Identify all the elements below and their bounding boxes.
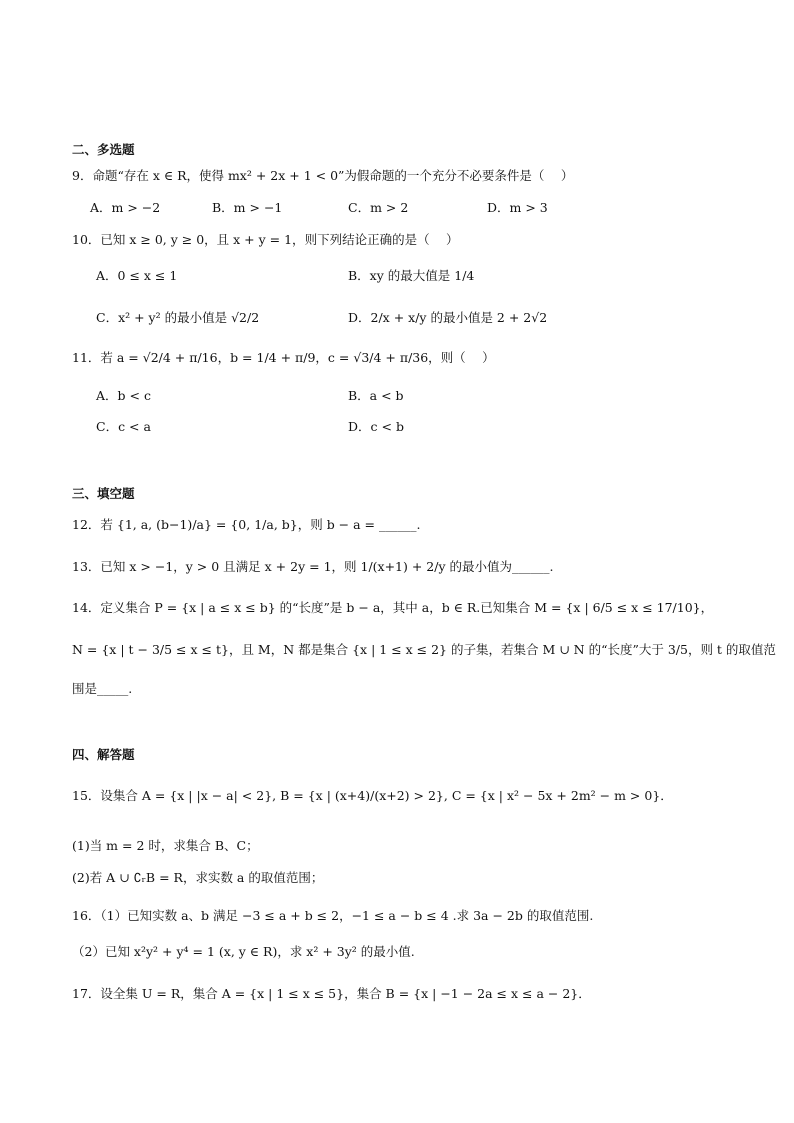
question-10-stem: 10．已知 x ≥ 0, y ≥ 0，且 x + y = 1，则下列结论正确的是（ ）	[72, 232, 459, 247]
question-14-line-3: 围是_____.	[72, 681, 133, 696]
section-heading-multi-choice: 二、多选题	[72, 142, 135, 157]
question-15-part-2: (2)若 A ∪ ∁ᵣB = R，求实数 a 的取值范围；	[72, 870, 324, 885]
question-15-part-1: (1)当 m = 2 时，求集合 B、C；	[72, 838, 259, 853]
question-15-stem: 15．设集合 A = {x | |x − a| < 2}, B = {x | (x+4)/(x+2) > 2}, C = {x | x² − 5x + 2m² − m > 0}．	[72, 788, 673, 803]
question-9-option-d: D．m > 3	[487, 200, 548, 215]
section-heading-fill-blank: 三、填空题	[72, 486, 135, 501]
question-11-option-c: C．c < a	[96, 419, 151, 434]
question-9-option-b: B．m > −1	[212, 200, 283, 215]
question-14-line-1: 14．定义集合 P = {x | a ≤ x ≤ b} 的“长度”是 b − a，其中 a，b ∈ R.已知集合 M = {x | 6/5 ≤ x ≤ 17/10}，	[72, 600, 714, 615]
question-11-option-b: B．a < b	[348, 388, 404, 403]
question-17: 17．设全集 U = R，集合 A = {x | 1 ≤ x ≤ 5}，集合 B = {x | −1 − 2a ≤ x ≤ a − 2}．	[72, 986, 591, 1001]
question-11-stem: 11．若 a = √2/4 + π/16，b = 1/4 + π/9，c = √3/4 + π/36，则（ ）	[72, 350, 495, 365]
question-10-option-a: A．0 ≤ x ≤ 1	[96, 268, 178, 283]
question-10-option-b: B．xy 的最大值是 1/4	[348, 268, 475, 283]
question-9-option-c: C．m > 2	[348, 200, 409, 215]
question-11-option-a: A．b < c	[96, 388, 151, 403]
question-13: 13．已知 x > −1，y > 0 且满足 x + 2y = 1，则 1/(x+1) + 2/y 的最小值为______.	[72, 559, 554, 574]
question-9-stem: 9．命题“存在 x ∈ R，使得 mx² + 2x + 1 < 0”为假命题的一个充分不必要条件是（ ）	[72, 168, 574, 183]
question-16-part-1: 16．（1）已知实数 a、b 满足 −3 ≤ a + b ≤ 2，−1 ≤ a − b ≤ 4 .求 3a − 2b 的取值范围.	[72, 908, 594, 923]
question-10-option-c: C．x² + y² 的最小值是 √2/2	[96, 310, 260, 325]
question-9-option-a: A．m > −2	[90, 200, 161, 215]
question-10-option-d: D．2/x + x/y 的最小值是 2 + 2√2	[348, 310, 548, 325]
question-16-part-2: （2）已知 x²y² + y⁴ = 1 (x, y ∈ R)，求 x² + 3y² 的最小值.	[72, 944, 415, 959]
question-12: 12．若 {1, a, (b−1)/a} = {0, 1/a, b}，则 b − a = ______.	[72, 517, 421, 532]
question-11-option-d: D．c < b	[348, 419, 404, 434]
section-heading-solution: 四、解答题	[72, 747, 135, 762]
question-14-line-2: N = {x | t − 3/5 ≤ x ≤ t}，且 M，N 都是集合 {x | 1 ≤ x ≤ 2} 的子集，若集合 M ∪ N 的“长度”大于 3/5，则 t 的取值范	[72, 642, 776, 657]
